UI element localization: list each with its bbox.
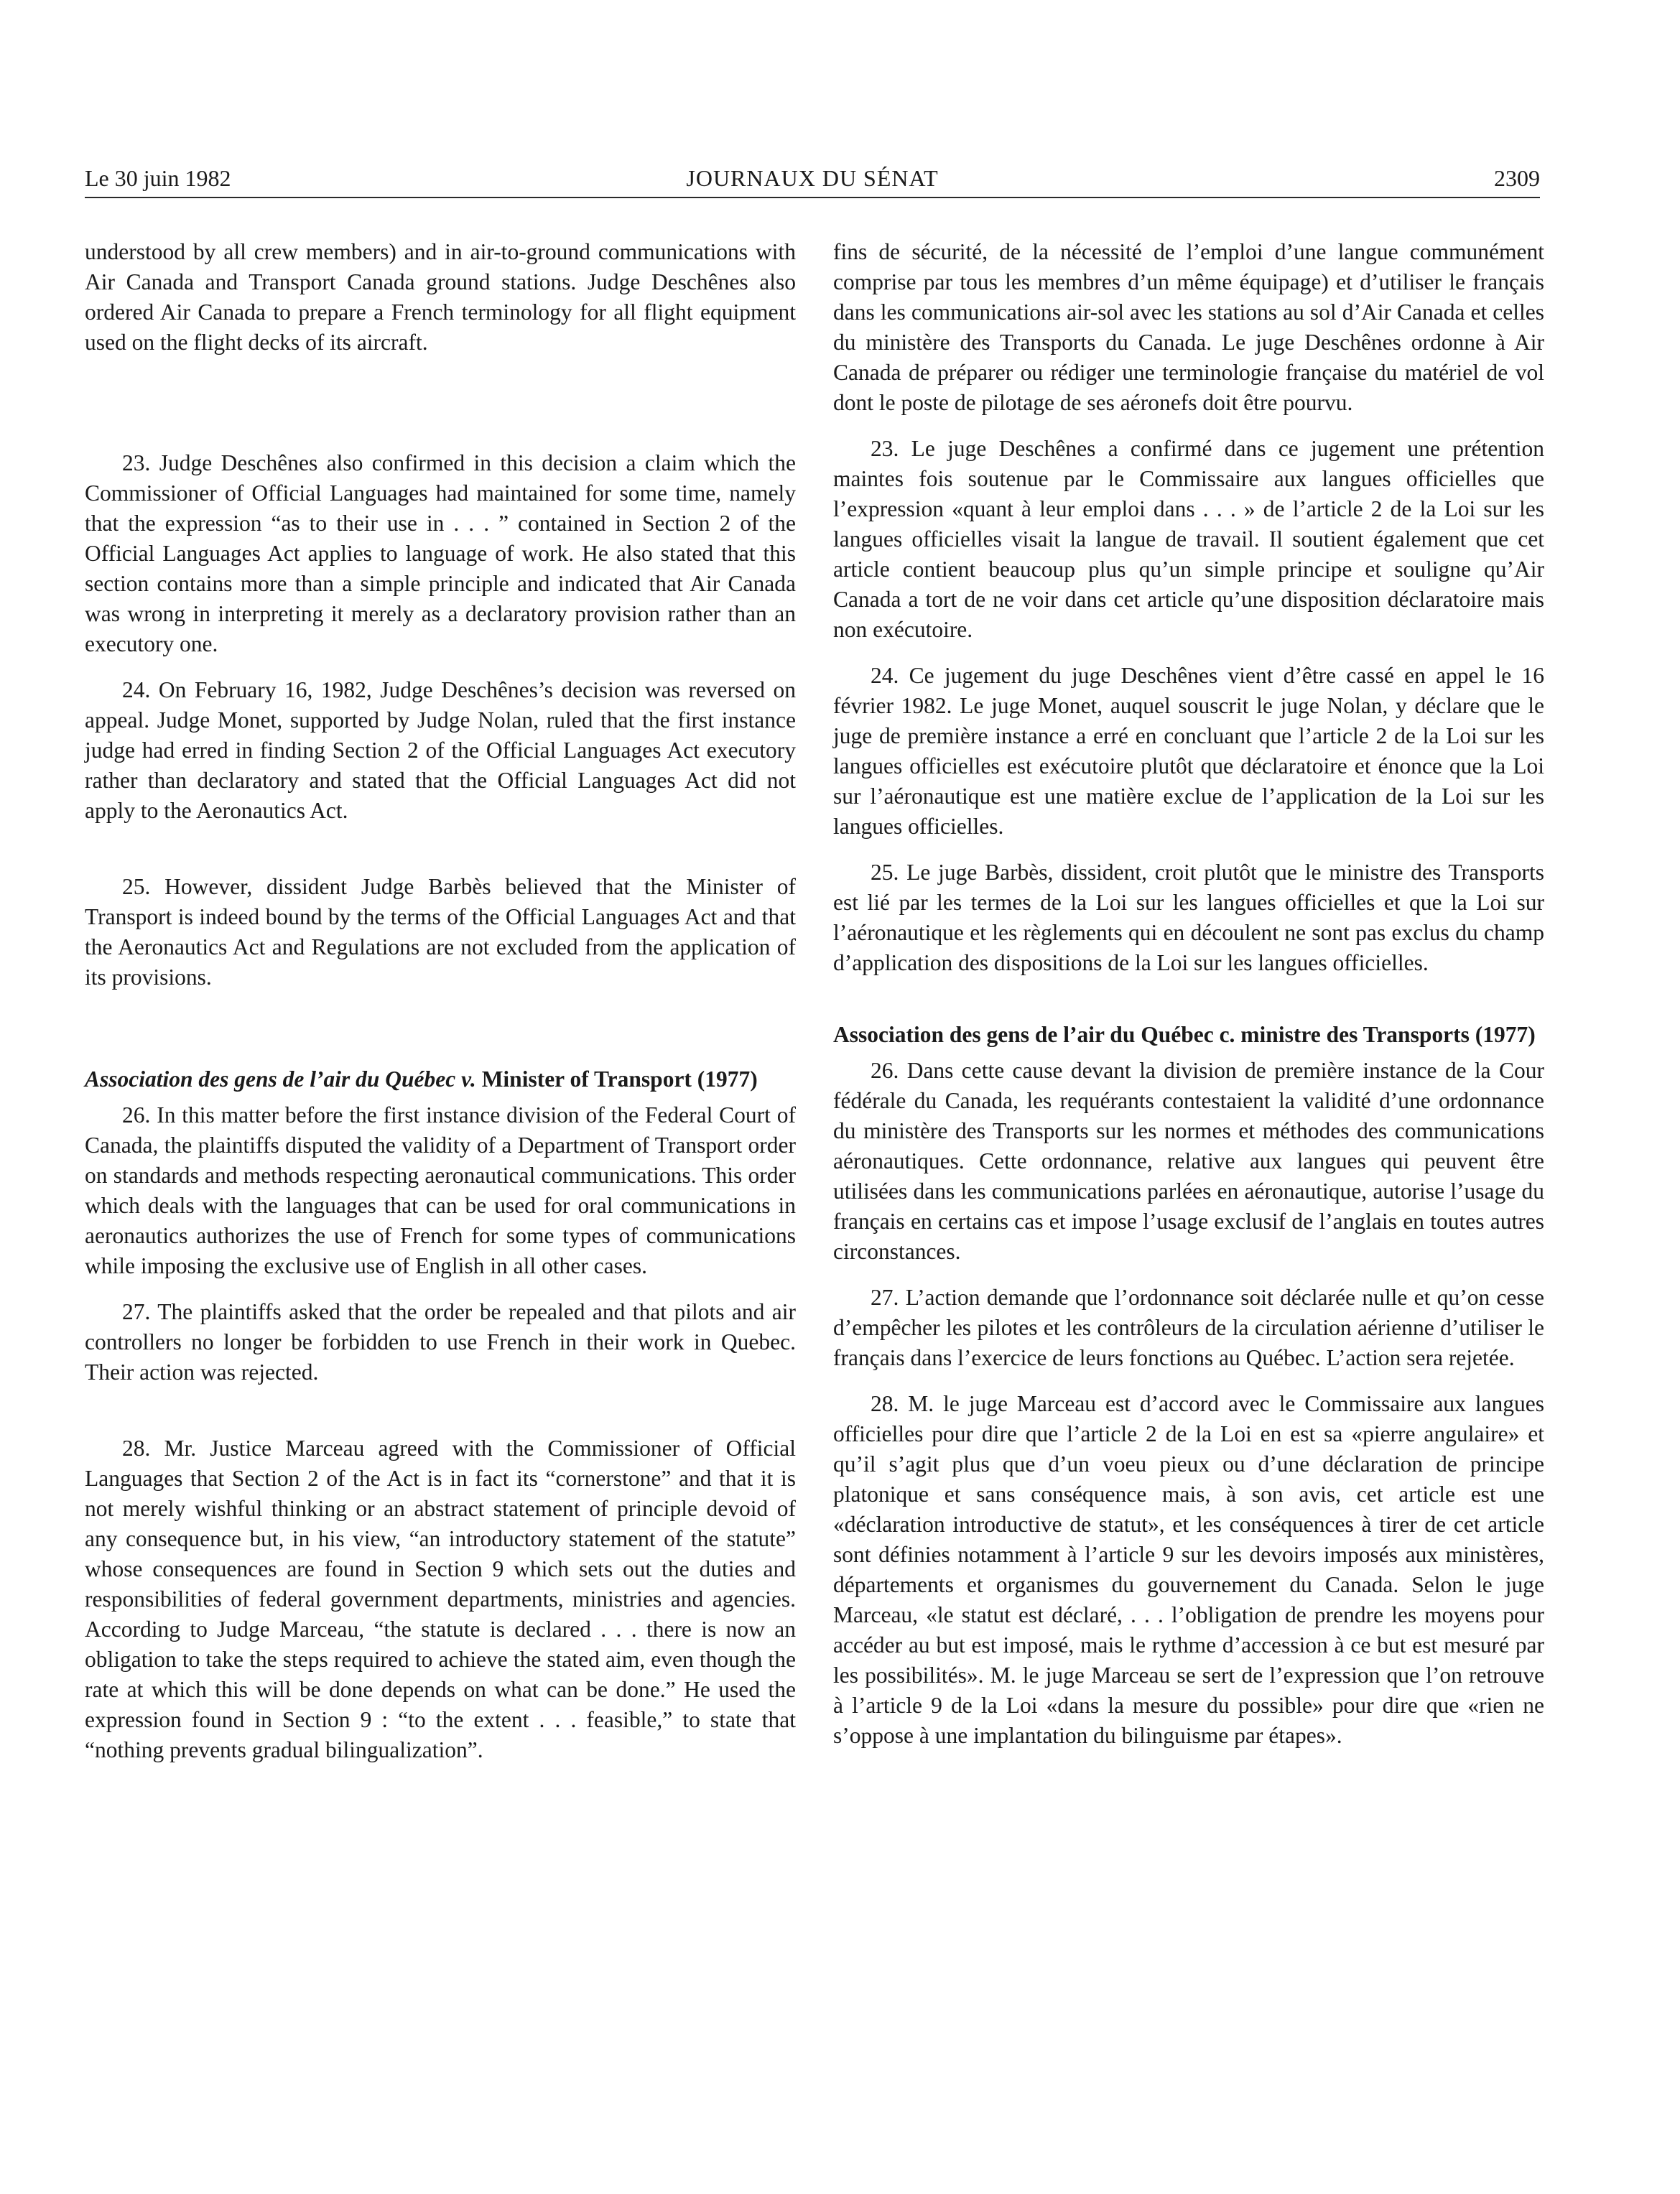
journal-title: JOURNAUX DU SÉNAT xyxy=(686,165,939,191)
case-heading-bold: Minister of Transport (1977) xyxy=(475,1066,758,1092)
page-number: 2309 xyxy=(1494,165,1540,191)
paragraph-23-en: 23. Judge Deschênes also confirmed in this decision a claim which the Commissioner of Official Languages had maintained for some time, namely that the expression “as to their use in . . . ” contained in Section 2 of the Official Languages Act applies to language of work. He also stated that this section contains more than a simple principle and indicated that Air Canada was wrong in interpreting it merely as a declaratory provision rather than an executory one. xyxy=(85,450,796,656)
paragraph-26-fr: 26. Dans cette cause devant la division de première instance de la Cour fédérale du Canada, les requérants contestaient la validité d’une ordonnance du ministère des Transports sur les normes et méthodes des communications aéronautiques. Cette ordonnance, relative aux langues qui peuvent être utilisées dans les communications parlées en aéronautique, autorise l’usage du français en certains cas et impose l’usage exclusif de l’anglais en toutes autres circonstances. xyxy=(833,1058,1544,1264)
header-date: Le 30 juin 1982 xyxy=(85,165,231,191)
page-header xyxy=(85,159,1540,198)
french-column xyxy=(833,237,1544,1751)
paragraph-continued-fr: fins de sécurité, de la nécessité de l’emploi d’une langue communément comprise par tous les membres d’un même équipage) et d’utiliser le français dans les communications air-sol avec les stations au sol d’Air Canada et celles du ministère des Transports du Canada. Le juge Deschênes ordonne à Air Canada de préparer ou rédiger une terminologie française du matériel de vol dont le poste de pilotage de ses aéronefs doit être pourvu. xyxy=(833,239,1544,415)
paragraph-27-fr: 27. L’action demande que l’ordonnance soit déclarée nulle et qu’on cesse d’empêcher les pilotes et les contrôleurs de la circulation aérienne d’utiliser le français dans l’exercice de leurs fonctions au Québec. L’action sera rejetée. xyxy=(833,1285,1544,1370)
english-column xyxy=(85,237,796,1765)
paragraph-24-en: 24. On February 16, 1982, Judge Deschênes’s decision was reversed on appeal. Judge Monet, supported by Judge Nolan, ruled that the first instance judge had erred in finding Section 2 of the Official Languages Act executory rather than declaratory and stated that the Official Languages Act did not apply to the Aeronautics Act. xyxy=(85,677,796,823)
paragraph-27-en: 27. The plaintiffs asked that the order be repealed and that pilots and air controllers no longer be forbidden to use French in their work in Quebec. Their action was rejected. xyxy=(85,1299,796,1385)
paragraph-26-en: 26. In this matter before the first instance division of the Federal Court of Canada, the plaintiffs disputed the validity of a Department of Transport order on standards and methods respecting aeronautical communications. This order which deals with the languages that can be used for oral communications in aeronautics authorizes the use of French for some types of communications while imposing the exclusive use of English in all other cases. xyxy=(85,1102,796,1278)
case-heading-en xyxy=(85,1064,796,1094)
case-heading-italic: Association des gens de l’air du Québec v. xyxy=(85,1066,476,1092)
case-heading-fr: Association des gens de l’air du Québec c. ministre des Transports (1977) xyxy=(833,1022,1536,1047)
paragraph-25-fr: 25. Le juge Barbès, dissident, croit plutôt que le ministre des Transports est lié par les termes de la Loi sur les langues officielles et que la Loi sur l’aéronautique et les règlements qui en découlent ne sont pas exclus du champ d’application des dispositions de la Loi sur les langues officielles. xyxy=(833,860,1544,975)
paragraph-23-fr: 23. Le juge Deschênes a confirmé dans ce jugement une prétention maintes fois soutenue par le Commissaire aux langues officielles que l’expression «quant à leur emploi dans . . . » de l’article 2 de la Loi sur les langues officielles visait la langue de travail. Il soutient également que cet article contient beaucoup plus qu’un simple principe et souligne qu’Air Canada a tort de ne voir dans cet article qu’une disposition déclaratoire mais non exécutoire. xyxy=(833,436,1544,642)
paragraph-28-en: 28. Mr. Justice Marceau agreed with the Commissioner of Official Languages that Section 2 of the Act is in fact its “cornerstone” and that it is not merely wishful thinking or an abstract statement of principle devoid of any consequence but, in his view, “an introductory statement of the statute” whose consequences are found in Section 9 which sets out the duties and responsibilities of federal government departments, ministries and agencies. According to Judge Marceau, “the statute is declared . . . there is now an obligation to take the steps required to achieve the stated aim, even though the rate at which this will be done depends on what can be done.” He used the expression found in Section 9 : “to the extent . . . feasible,” to state that “nothing prevents gradual bilingualization”. xyxy=(85,1436,796,1762)
paragraph-continued-en: understood by all crew members) and in air-to-ground communications with Air Canada and Transport Canada ground stations. Judge Deschênes also ordered Air Canada to prepare a French terminology for all flight equipment used on the flight decks of its aircraft. xyxy=(85,239,796,355)
paragraph-28-fr: 28. M. le juge Marceau est d’accord avec le Commissaire aux langues officielles pour dire que l’article 2 de la Loi en est sa «pierre angulaire» et qu’il s’agit plus que d’un voeu pieux ou d’une déclaration de principe platonique et sans conséquence mais, à son avis, cet article est une «déclaration introductive de statut», et les conséquences à tirer de cet article sont définies notamment à l’article 9 sur les devoirs imposés aux ministères, départements et organismes du gouvernement du Canada. Selon le juge Marceau, «le statut est déclaré, . . . l’obligation de prendre les moyens pour accéder au but est imposé, mais le rythme d’accession à ce but est mesuré par les possibilités». M. le juge Marceau se sert de l’expression que l’on retrouve à l’article 9 de la Loi «dans la mesure du possible» pour dire que «rien ne s’oppose à une implantation du bilinguisme par étapes». xyxy=(833,1391,1544,1748)
paragraph-25-en: 25. However, dissident Judge Barbès believed that the Minister of Transport is indeed bound by the terms of the Official Languages Act and that the Aeronautics Act and Regulations are not excluded from the application of its provisions. xyxy=(85,874,796,990)
paragraph-24-fr: 24. Ce jugement du juge Deschênes vient d’être cassé en appel le 16 février 1982. Le juge Monet, auquel souscrit le juge Nolan, y déclare que le juge de première instance a erré en concluant que l’article 2 de la Loi sur les langues officielles est exécutoire plutôt que déclaratoire et énonce que la Loi sur l’aéronautique est une matière exclue de l’application de la Loi sur les langues officielles. xyxy=(833,663,1544,839)
